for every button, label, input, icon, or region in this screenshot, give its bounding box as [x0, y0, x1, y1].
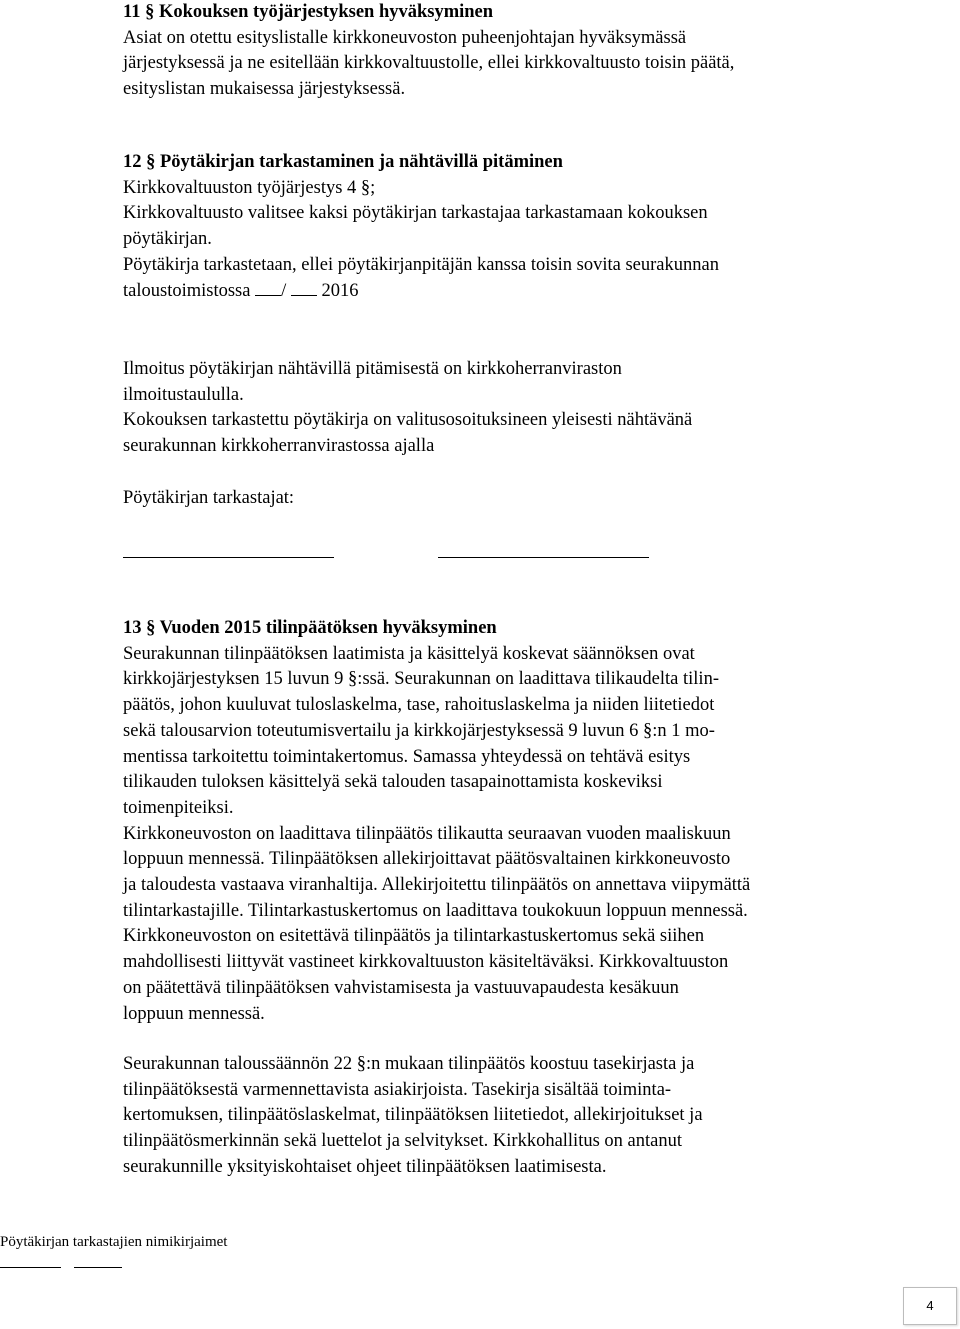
section-13-line: seurakunnille yksityiskohtaiset ohjeet tilinpäätöksen laatimisesta. — [123, 1156, 607, 1177]
section-13-line: loppuun mennessä. Tilinpäätöksen allekirjoittavat päätösvaltainen kirkkoneuvosto — [123, 849, 731, 870]
section-13-line: tilinpäätöksestä varmennettavista asiakirjoista. Tasekirja sisältää toiminta- — [123, 1079, 672, 1100]
section-13-line: Kirkkoneuvoston on esitettävä tilinpäätös ja tilintarkastuskertomus sekä siihen — [123, 926, 705, 947]
section-12-line: Kirkkovaltuuston työjärjestys 4 §; — [123, 177, 376, 198]
notice-line: ilmoitustaululla. — [123, 384, 244, 405]
office-prefix: taloustoimistossa — [123, 280, 251, 301]
section-11-line: järjestyksessä ja ne esitellään kirkkovaltuustolle, ellei kirkkovaltuusto toisin päätä, — [123, 53, 735, 74]
reviewers-block — [123, 486, 883, 512]
section-13-line: kertomuksen, tilinpäätöslaskelmat, tilinpäätöksen liitetiedot, allekirjoitukset ja — [123, 1105, 703, 1126]
section-12-notice — [123, 357, 883, 460]
reviewers-label: Pöytäkirjan tarkastajat: — [123, 488, 295, 508]
section-13-line: toimenpiteiksi. — [123, 797, 234, 818]
section-13-line: kirkkojärjestyksen 15 luvun 9 §:ssä. Seurakunnan on laadittava tilikaudelta tilin- — [123, 669, 719, 690]
reviewer-signature-line-2 — [438, 557, 649, 558]
section-13-line: mentissa tarkoitettu toimintakertomus. Samassa yhteydessä on tehtävä esitys — [123, 746, 691, 767]
section-13-line: tilintarkastajille. Tilintarkastuskertomus on laadittava toukokuun loppuun mennessä. — [123, 900, 748, 921]
section-13-line: tilikauden tuloksen käsittelyä sekä talouden tasapainottamista koskeviksi — [123, 772, 663, 793]
notice-line: Kokouksen tarkastettu pöytäkirja on valitusosoituksineen yleisesti nähtävänä — [123, 410, 693, 431]
section-13-line: päätös, johon kuuluvat tuloslaskelma, tase, rahoituslaskelma ja niiden liitetiedot — [123, 695, 715, 716]
date-year: 2016 — [321, 280, 359, 301]
notice-line: Ilmoitus pöytäkirjan nähtävillä pitämisestä on kirkkoherranviraston — [123, 359, 622, 379]
section-13-line: Kirkkoneuvoston on laadittava tilinpäätös tilikautta seuraavan vuoden maaliskuun — [123, 823, 731, 844]
office-date-line — [123, 279, 883, 305]
section-12-line: pöytäkirjan. — [123, 229, 212, 250]
page-number: 4 — [903, 1287, 957, 1325]
initials-line-2 — [74, 1267, 122, 1268]
date-separator: / — [281, 280, 287, 301]
section-12 — [123, 150, 883, 304]
date-blank-day — [255, 279, 281, 296]
section-12-heading: 12 § Pöytäkirjan tarkastaminen ja nähtävillä pitäminen — [123, 152, 563, 172]
section-11-line: Asiat on otettu esityslistalle kirkkoneuvoston puheenjohtajan hyväksymässä — [123, 27, 687, 48]
signatures-label: Pöytäkirjan tarkastajien nimikirjaimet — [0, 1234, 228, 1250]
section-13-continued — [123, 1052, 883, 1181]
section-13-line: tilinpäätösmerkinnän sekä luettelot ja selvitykset. Kirkkohallitus on antanut — [123, 1131, 682, 1152]
initials-line-1 — [0, 1267, 61, 1268]
section-11-line: esityslistan mukaisessa järjestyksessä. — [123, 79, 406, 100]
section-13-line: sekä talousarvion toteutumisvertailu ja kirkkojärjestyksessä 9 luvun 6 §:n 1 mo- — [123, 720, 715, 741]
section-13-heading: 13 § Vuoden 2015 tilinpäätöksen hyväksyminen — [123, 618, 497, 638]
section-13 — [123, 616, 883, 1027]
section-13-line: mahdollisesti liittyvät vastineet kirkkovaltuuston käsiteltäväksi. Kirkkovaltuuston — [123, 952, 729, 973]
notice-line: seurakunnan kirkkoherranvirastossa ajalla — [123, 436, 435, 457]
section-13-line: Seurakunnan taloussäännön 22 §:n mukaan tilinpäätös koostuu tasekirjasta ja — [123, 1054, 695, 1074]
section-11-heading: 11 § Kokouksen työjärjestyksen hyväksyminen — [123, 2, 494, 22]
section-13-line: on päätettävä tilinpäätöksen vahvistamisesta ja vastuuvapaudesta kesäkuun — [123, 977, 679, 998]
section-13-line: ja taloudesta vastaava viranhaltija. Allekirjoitettu tilinpäätös on annettava viipymättä — [123, 875, 751, 896]
section-12-line: Pöytäkirja tarkastetaan, ellei pöytäkirjanpitäjän kanssa toisin sovita seurakunnan — [123, 254, 719, 275]
date-blank-month — [291, 279, 317, 296]
section-11 — [123, 0, 883, 103]
section-13-line: loppuun mennessä. — [123, 1003, 265, 1024]
reviewer-signature-line-1 — [123, 557, 334, 558]
section-12-line: Kirkkovaltuusto valitsee kaksi pöytäkirjan tarkastajaa tarkastamaan kokouksen — [123, 203, 708, 224]
section-13-line: Seurakunnan tilinpäätöksen laatimista ja käsittelyä koskevat säännöksen ovat — [123, 643, 695, 664]
